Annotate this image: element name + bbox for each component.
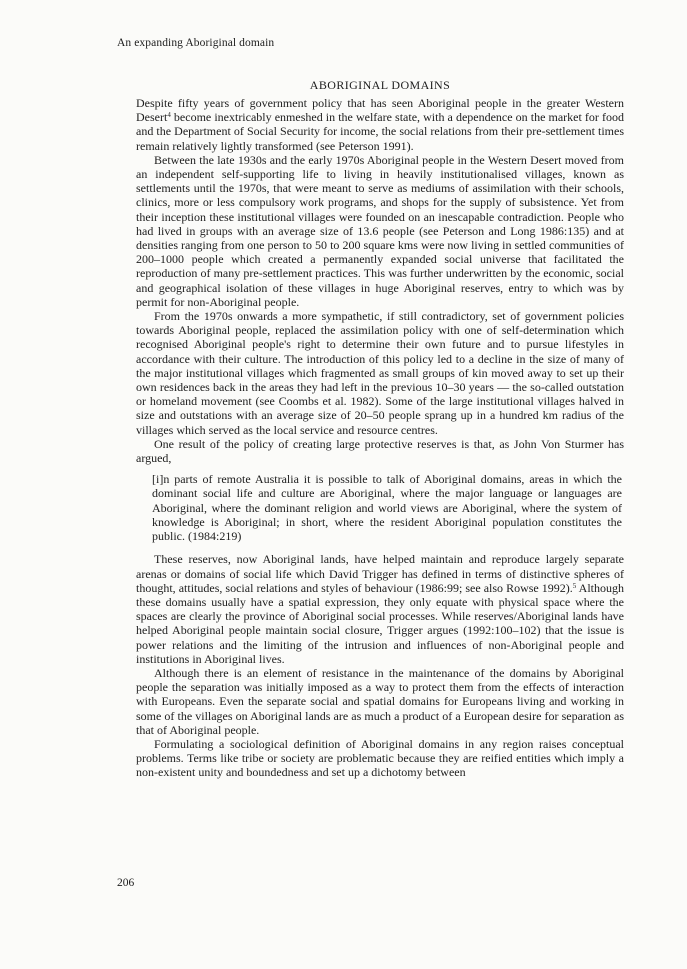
paragraph-5 xyxy=(136,552,624,666)
footnote-marker-4[interactable]: 4 xyxy=(167,111,171,120)
paragraph-1-text-a: Despite fifty years of government policy that has seen Aboriginal people in the greater Western Desert xyxy=(136,96,624,125)
page-number: 206 xyxy=(117,877,135,889)
paragraph-3: From the 1970s onwards a more sympathetic, if still contradictory, set of government policies towards Aboriginal people, replaced the assimilation policy with one of self-determination which recognised Aboriginal people's right to determine their own future and to pursue lifestyles in accordance with their culture. The introduction of this policy led to a decline in the size of many of the major institutional villages which fragmented as small groups of kin moved away to set up their own residences back in the areas they had left in the previous 10–30 years — the so-called outstation or homeland movement (see Coombs et al. 1982). Some of the large institutional villages halved in size and outstations with an average size of 20–50 people sprang up in a hundred km radius of the villages which served as the local service and resource centres. xyxy=(136,309,624,437)
section-heading: ABORIGINAL DOMAINS xyxy=(309,78,451,92)
paragraph-6: Although there is an element of resistance in the maintenance of the domains by Aboriginal people the separation was initially imposed as a way to protect them from the effects of interaction with Europeans. Even the separate social and spatial domains for Europeans living and working in some of the villages on Aboriginal lands are as much a product of a European desire for separation as that of Aboriginal people. xyxy=(136,665,624,737)
paragraph-4: One result of the policy of creating large protective reserves is that, as John Von Sturmer has argued, xyxy=(136,436,624,466)
paragraph-5-text-a: These reserves, now Aboriginal lands, have helped maintain and reproduce largely separate arenas or domains of social life which David Trigger has defined in terms of distinctive spheres of thought, attitudes, social relations and styles of behaviour (1986:99; see also Rowse 1992). xyxy=(136,552,624,595)
paragraph-2: Between the late 1930s and the early 1970s Aboriginal people in the Western Desert moved from an independent self-supporting life to living in heavily institutionalised villages, known as settlements until the 1970s, that were meant to serve as mediums of assimilation with their schools, clinics, more or less compulsory work programs, and shops for the supply of subsistence. Yet from their inception these institutional villages were founded on an inescapable contradiction. People who had lived in groups with an average size of 13.6 people (see Peterson and Long 1986:135) and at densities ranging from one person to 50 to 200 square kms were now living in settled communities of 200–1000 people which created a permanently expanded social universe that facilitated the reproduction of many pre-settlement practices. This was further underwritten by the economic, social and geographical isolation of these villages in huge Aboriginal reserves, entry to which was by permit for non-Aboriginal people. xyxy=(136,152,624,309)
running-head: An expanding Aboriginal domain xyxy=(117,37,275,49)
paragraph-1-text-b: become inextricably enmeshed in the welfare state, with a dependence on the market for food and the Department of Social Security for income, the social relations from their pre-settlement times remain relatively lightly transformed (see Peterson 1991). xyxy=(136,110,624,153)
block-quote: [i]n parts of remote Australia it is possible to talk of Aboriginal domains, areas in which the dominant social life and culture are Aboriginal, where the major language or languages are Aboriginal, where the dominant religion and world views are Aboriginal, where the system of knowledge is Aboriginal; in short, where the resident Aboriginal population constitutes the public. (1984:219) xyxy=(152,472,622,544)
paragraph-7: Formulating a sociological definition of Aboriginal domains in any region raises conceptual problems. Terms like tribe or society are problematic because they are reified entities which imply a non-existent unity and boundedness and set up a dichotomy between xyxy=(136,736,624,780)
paragraph-5-text-b: Although these domains usually have a spatial expression, they only equate with physical space where the spaces are clearly the province of Aboriginal social processes. While reserves/Aboriginal lands have helped Aboriginal people maintain social closure, Trigger argues (1992:100–102) that the issue is power relations and the limiting of the intrusion and influences of non-Aboriginal people and institutions in Aboriginal lives. xyxy=(136,580,624,666)
paragraph-1 xyxy=(136,96,624,153)
footnote-marker-5[interactable]: 5 xyxy=(572,581,577,590)
body-text xyxy=(136,77,624,780)
